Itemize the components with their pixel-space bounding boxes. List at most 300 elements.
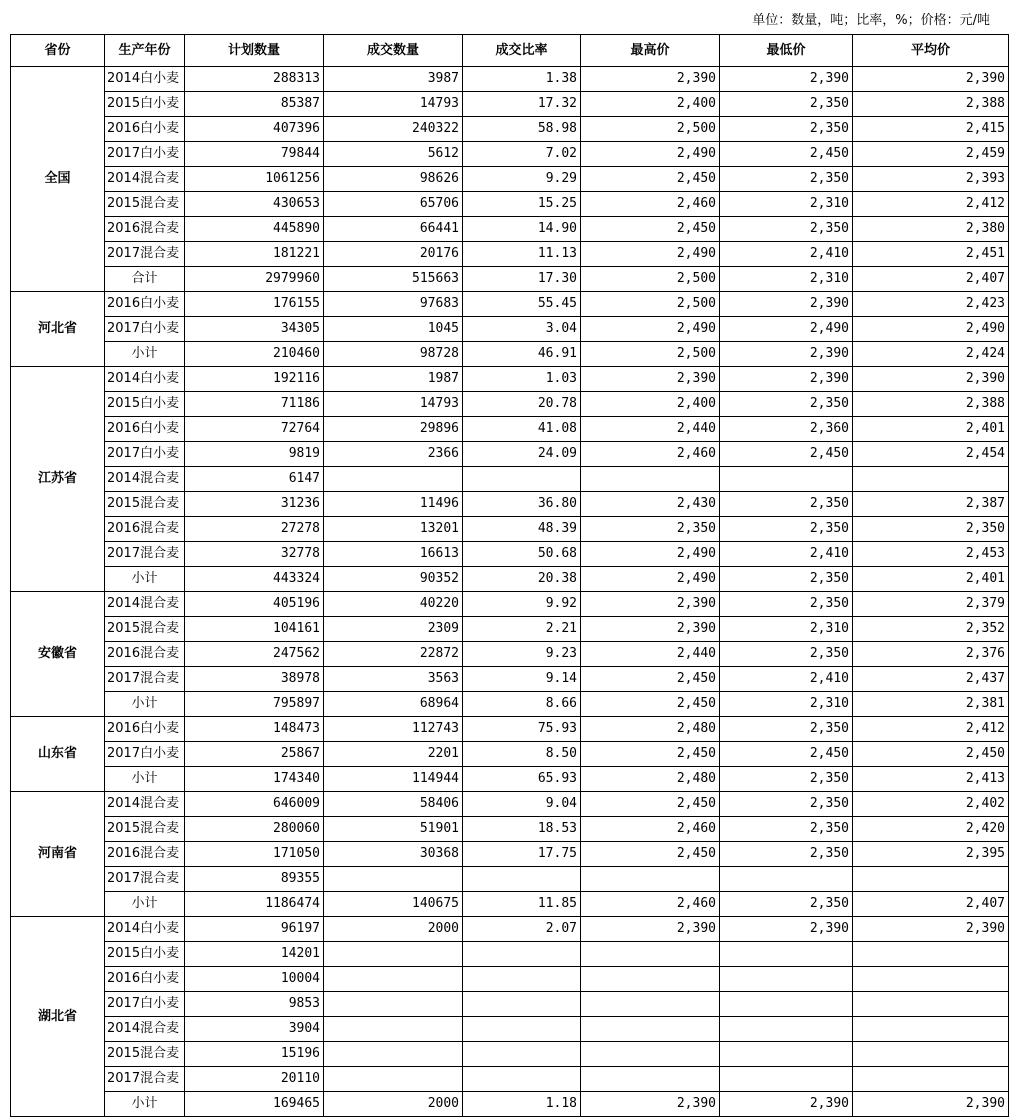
year-cell: 2014混合麦 — [105, 167, 185, 192]
min-price-cell: 2,450 — [720, 442, 853, 467]
plan-cell: 407396 — [185, 117, 324, 142]
plan-cell: 210460 — [185, 342, 324, 367]
deal-cell: 16613 — [324, 542, 463, 567]
table-row — [11, 792, 1009, 817]
ratio-cell: 18.53 — [463, 817, 581, 842]
deal-cell: 3987 — [324, 67, 463, 92]
plan-cell: 181221 — [185, 242, 324, 267]
year-cell: 2017白小麦 — [105, 442, 185, 467]
avg-price-cell: 2,352 — [853, 617, 1009, 642]
plan-cell: 288313 — [185, 67, 324, 92]
subtotal-row — [11, 1092, 1009, 1117]
min-price-cell: 2,350 — [720, 567, 853, 592]
table-row — [11, 217, 1009, 242]
year-cell: 2017白小麦 — [105, 992, 185, 1017]
ratio-cell: 1.03 — [463, 367, 581, 392]
year-cell: 2017混合麦 — [105, 867, 185, 892]
table-row — [11, 192, 1009, 217]
deal-cell: 5612 — [324, 142, 463, 167]
subtotal-row — [11, 567, 1009, 592]
table-body — [11, 67, 1009, 1117]
deal-cell — [324, 1067, 463, 1092]
subtotal-label: 小计 — [105, 567, 185, 592]
min-price-cell — [720, 1067, 853, 1092]
ratio-cell: 11.85 — [463, 892, 581, 917]
avg-price-cell: 2,407 — [853, 267, 1009, 292]
max-price-cell: 2,450 — [581, 167, 720, 192]
avg-price-cell — [853, 1067, 1009, 1092]
year-cell: 2017混合麦 — [105, 242, 185, 267]
year-cell: 2017白小麦 — [105, 142, 185, 167]
table-row — [11, 242, 1009, 267]
avg-price-cell: 2,379 — [853, 592, 1009, 617]
wheat-auction-table — [10, 34, 1009, 1117]
max-price-cell: 2,450 — [581, 742, 720, 767]
header-avg: 平均价 — [853, 35, 1009, 67]
min-price-cell — [720, 942, 853, 967]
avg-price-cell — [853, 1017, 1009, 1042]
max-price-cell — [581, 1067, 720, 1092]
ratio-cell: 17.75 — [463, 842, 581, 867]
ratio-cell: 11.13 — [463, 242, 581, 267]
plan-cell: 72764 — [185, 417, 324, 442]
max-price-cell: 2,490 — [581, 317, 720, 342]
deal-cell — [324, 867, 463, 892]
plan-cell: 32778 — [185, 542, 324, 567]
plan-cell: 71186 — [185, 392, 324, 417]
deal-cell — [324, 1042, 463, 1067]
max-price-cell: 2,430 — [581, 492, 720, 517]
max-price-cell: 2,390 — [581, 617, 720, 642]
ratio-cell — [463, 1017, 581, 1042]
min-price-cell: 2,350 — [720, 792, 853, 817]
deal-cell: 97683 — [324, 292, 463, 317]
table-row — [11, 742, 1009, 767]
avg-price-cell: 2,424 — [853, 342, 1009, 367]
max-price-cell — [581, 867, 720, 892]
plan-cell: 3904 — [185, 1017, 324, 1042]
avg-price-cell: 2,390 — [853, 917, 1009, 942]
min-price-cell: 2,410 — [720, 542, 853, 567]
max-price-cell — [581, 467, 720, 492]
province-cell: 湖北省 — [11, 917, 105, 1117]
year-cell: 2016混合麦 — [105, 217, 185, 242]
min-price-cell: 2,310 — [720, 267, 853, 292]
plan-cell: 192116 — [185, 367, 324, 392]
avg-price-cell — [853, 992, 1009, 1017]
avg-price-cell: 2,490 — [853, 317, 1009, 342]
deal-cell: 29896 — [324, 417, 463, 442]
max-price-cell — [581, 1042, 720, 1067]
min-price-cell — [720, 867, 853, 892]
plan-cell: 15196 — [185, 1042, 324, 1067]
year-cell: 2015白小麦 — [105, 392, 185, 417]
min-price-cell: 2,390 — [720, 342, 853, 367]
plan-cell: 34305 — [185, 317, 324, 342]
subtotal-label: 小计 — [105, 892, 185, 917]
max-price-cell: 2,450 — [581, 792, 720, 817]
plan-cell: 14201 — [185, 942, 324, 967]
plan-cell: 169465 — [185, 1092, 324, 1117]
plan-cell: 38978 — [185, 667, 324, 692]
plan-cell: 445890 — [185, 217, 324, 242]
avg-price-cell: 2,390 — [853, 1092, 1009, 1117]
deal-cell: 112743 — [324, 717, 463, 742]
plan-cell: 104161 — [185, 617, 324, 642]
ratio-cell: 75.93 — [463, 717, 581, 742]
deal-cell: 1987 — [324, 367, 463, 392]
max-price-cell: 2,400 — [581, 92, 720, 117]
max-price-cell: 2,480 — [581, 767, 720, 792]
max-price-cell: 2,390 — [581, 367, 720, 392]
ratio-cell: 20.38 — [463, 567, 581, 592]
subtotal-row — [11, 342, 1009, 367]
plan-cell: 280060 — [185, 817, 324, 842]
year-cell: 2015混合麦 — [105, 1042, 185, 1067]
plan-cell: 96197 — [185, 917, 324, 942]
header-year: 生产年份 — [105, 35, 185, 67]
avg-price-cell: 2,413 — [853, 767, 1009, 792]
min-price-cell: 2,350 — [720, 92, 853, 117]
ratio-cell: 55.45 — [463, 292, 581, 317]
max-price-cell: 2,490 — [581, 542, 720, 567]
deal-cell: 2366 — [324, 442, 463, 467]
year-cell: 2016白小麦 — [105, 292, 185, 317]
plan-cell: 171050 — [185, 842, 324, 867]
deal-cell — [324, 467, 463, 492]
deal-cell: 90352 — [324, 567, 463, 592]
year-cell: 2014混合麦 — [105, 792, 185, 817]
table-row — [11, 642, 1009, 667]
avg-price-cell — [853, 967, 1009, 992]
deal-cell — [324, 992, 463, 1017]
min-price-cell: 2,350 — [720, 717, 853, 742]
year-cell: 2014白小麦 — [105, 917, 185, 942]
max-price-cell: 2,390 — [581, 1092, 720, 1117]
subtotal-row — [11, 767, 1009, 792]
max-price-cell: 2,350 — [581, 517, 720, 542]
table-row — [11, 542, 1009, 567]
deal-cell: 114944 — [324, 767, 463, 792]
ratio-cell — [463, 1067, 581, 1092]
ratio-cell: 15.25 — [463, 192, 581, 217]
min-price-cell: 2,360 — [720, 417, 853, 442]
plan-cell: 6147 — [185, 467, 324, 492]
min-price-cell: 2,390 — [720, 67, 853, 92]
avg-price-cell: 2,420 — [853, 817, 1009, 842]
max-price-cell: 2,450 — [581, 667, 720, 692]
ratio-cell: 3.04 — [463, 317, 581, 342]
min-price-cell: 2,350 — [720, 517, 853, 542]
avg-price-cell: 2,380 — [853, 217, 1009, 242]
ratio-cell: 41.08 — [463, 417, 581, 442]
year-cell: 2016白小麦 — [105, 417, 185, 442]
province-cell: 河南省 — [11, 792, 105, 917]
table-row — [11, 292, 1009, 317]
max-price-cell: 2,490 — [581, 142, 720, 167]
deal-cell — [324, 942, 463, 967]
plan-cell: 176155 — [185, 292, 324, 317]
min-price-cell: 2,390 — [720, 292, 853, 317]
table-row — [11, 842, 1009, 867]
header-deal: 成交数量 — [324, 35, 463, 67]
plan-cell: 31236 — [185, 492, 324, 517]
ratio-cell: 14.90 — [463, 217, 581, 242]
ratio-cell: 9.29 — [463, 167, 581, 192]
ratio-cell: 7.02 — [463, 142, 581, 167]
avg-price-cell: 2,437 — [853, 667, 1009, 692]
min-price-cell: 2,350 — [720, 167, 853, 192]
year-cell: 2015白小麦 — [105, 942, 185, 967]
avg-price-cell: 2,395 — [853, 842, 1009, 867]
deal-cell: 2201 — [324, 742, 463, 767]
min-price-cell: 2,310 — [720, 692, 853, 717]
max-price-cell: 2,390 — [581, 67, 720, 92]
ratio-cell: 9.23 — [463, 642, 581, 667]
min-price-cell: 2,390 — [720, 917, 853, 942]
avg-price-cell: 2,376 — [853, 642, 1009, 667]
avg-price-cell: 2,451 — [853, 242, 1009, 267]
year-cell: 2017白小麦 — [105, 742, 185, 767]
deal-cell: 3563 — [324, 667, 463, 692]
min-price-cell: 2,350 — [720, 592, 853, 617]
subtotal-row — [11, 892, 1009, 917]
table-row — [11, 67, 1009, 92]
table-row — [11, 617, 1009, 642]
avg-price-cell: 2,459 — [853, 142, 1009, 167]
min-price-cell: 2,350 — [720, 642, 853, 667]
ratio-cell: 48.39 — [463, 517, 581, 542]
deal-cell: 14793 — [324, 92, 463, 117]
ratio-cell: 20.78 — [463, 392, 581, 417]
deal-cell: 2309 — [324, 617, 463, 642]
ratio-cell — [463, 867, 581, 892]
avg-price-cell: 2,412 — [853, 717, 1009, 742]
ratio-cell: 36.80 — [463, 492, 581, 517]
plan-cell: 443324 — [185, 567, 324, 592]
ratio-cell: 9.14 — [463, 667, 581, 692]
table-row — [11, 117, 1009, 142]
table-row — [11, 442, 1009, 467]
header-max: 最高价 — [581, 35, 720, 67]
header-province: 省份 — [11, 35, 105, 67]
avg-price-cell: 2,454 — [853, 442, 1009, 467]
plan-cell: 1061256 — [185, 167, 324, 192]
max-price-cell: 2,450 — [581, 217, 720, 242]
table-row — [11, 417, 1009, 442]
deal-cell — [324, 967, 463, 992]
ratio-cell: 9.92 — [463, 592, 581, 617]
year-cell: 2015混合麦 — [105, 192, 185, 217]
year-cell: 2015白小麦 — [105, 92, 185, 117]
ratio-cell: 2.21 — [463, 617, 581, 642]
deal-cell: 51901 — [324, 817, 463, 842]
plan-cell: 148473 — [185, 717, 324, 742]
avg-price-cell: 2,407 — [853, 892, 1009, 917]
province-cell: 安徽省 — [11, 592, 105, 717]
min-price-cell: 2,410 — [720, 667, 853, 692]
max-price-cell: 2,390 — [581, 592, 720, 617]
year-cell: 2014白小麦 — [105, 367, 185, 392]
ratio-cell: 9.04 — [463, 792, 581, 817]
table-row — [11, 967, 1009, 992]
ratio-cell: 17.30 — [463, 267, 581, 292]
min-price-cell: 2,350 — [720, 217, 853, 242]
subtotal-row — [11, 267, 1009, 292]
table-row — [11, 167, 1009, 192]
deal-cell: 515663 — [324, 267, 463, 292]
table-row — [11, 1042, 1009, 1067]
avg-price-cell: 2,415 — [853, 117, 1009, 142]
deal-cell: 65706 — [324, 192, 463, 217]
year-cell: 2015混合麦 — [105, 492, 185, 517]
table-row — [11, 917, 1009, 942]
min-price-cell: 2,410 — [720, 242, 853, 267]
subtotal-label: 小计 — [105, 692, 185, 717]
subtotal-label: 小计 — [105, 342, 185, 367]
header-row — [11, 35, 1009, 67]
subtotal-label: 小计 — [105, 767, 185, 792]
max-price-cell: 2,460 — [581, 192, 720, 217]
min-price-cell: 2,310 — [720, 192, 853, 217]
table-row — [11, 467, 1009, 492]
min-price-cell: 2,350 — [720, 817, 853, 842]
max-price-cell: 2,500 — [581, 117, 720, 142]
plan-cell: 27278 — [185, 517, 324, 542]
min-price-cell: 2,350 — [720, 117, 853, 142]
deal-cell: 13201 — [324, 517, 463, 542]
max-price-cell: 2,450 — [581, 692, 720, 717]
avg-price-cell: 2,401 — [853, 567, 1009, 592]
deal-cell: 58406 — [324, 792, 463, 817]
max-price-cell — [581, 967, 720, 992]
ratio-cell: 24.09 — [463, 442, 581, 467]
table-row — [11, 817, 1009, 842]
max-price-cell: 2,500 — [581, 342, 720, 367]
ratio-cell: 65.93 — [463, 767, 581, 792]
deal-cell: 11496 — [324, 492, 463, 517]
deal-cell: 240322 — [324, 117, 463, 142]
avg-price-cell: 2,350 — [853, 517, 1009, 542]
avg-price-cell — [853, 867, 1009, 892]
year-cell: 2016混合麦 — [105, 842, 185, 867]
plan-cell: 10004 — [185, 967, 324, 992]
table-row — [11, 1067, 1009, 1092]
avg-price-cell — [853, 1042, 1009, 1067]
avg-price-cell: 2,401 — [853, 417, 1009, 442]
year-cell: 2015混合麦 — [105, 617, 185, 642]
year-cell: 2016白小麦 — [105, 717, 185, 742]
min-price-cell — [720, 967, 853, 992]
year-cell: 2017混合麦 — [105, 1067, 185, 1092]
deal-cell: 98728 — [324, 342, 463, 367]
ratio-cell: 46.91 — [463, 342, 581, 367]
plan-cell: 9819 — [185, 442, 324, 467]
avg-price-cell: 2,393 — [853, 167, 1009, 192]
avg-price-cell: 2,390 — [853, 67, 1009, 92]
ratio-cell: 1.38 — [463, 67, 581, 92]
min-price-cell: 2,350 — [720, 767, 853, 792]
table-row — [11, 92, 1009, 117]
province-cell: 河北省 — [11, 292, 105, 367]
avg-price-cell: 2,423 — [853, 292, 1009, 317]
deal-cell: 66441 — [324, 217, 463, 242]
deal-cell: 30368 — [324, 842, 463, 867]
avg-price-cell: 2,402 — [853, 792, 1009, 817]
subtotal-label: 小计 — [105, 1092, 185, 1117]
max-price-cell: 2,490 — [581, 567, 720, 592]
deal-cell: 1045 — [324, 317, 463, 342]
min-price-cell: 2,350 — [720, 842, 853, 867]
max-price-cell: 2,460 — [581, 442, 720, 467]
deal-cell: 22872 — [324, 642, 463, 667]
min-price-cell: 2,390 — [720, 367, 853, 392]
header-ratio: 成交比率 — [463, 35, 581, 67]
year-cell: 2015混合麦 — [105, 817, 185, 842]
min-price-cell: 2,350 — [720, 392, 853, 417]
deal-cell: 14793 — [324, 392, 463, 417]
min-price-cell: 2,310 — [720, 617, 853, 642]
plan-cell: 20110 — [185, 1067, 324, 1092]
table-row — [11, 942, 1009, 967]
province-cell: 山东省 — [11, 717, 105, 792]
deal-cell: 68964 — [324, 692, 463, 717]
ratio-cell: 8.50 — [463, 742, 581, 767]
ratio-cell: 8.66 — [463, 692, 581, 717]
table-row — [11, 717, 1009, 742]
table-row — [11, 1017, 1009, 1042]
plan-cell: 2979960 — [185, 267, 324, 292]
deal-cell: 140675 — [324, 892, 463, 917]
avg-price-cell: 2,412 — [853, 192, 1009, 217]
year-cell: 2014白小麦 — [105, 67, 185, 92]
max-price-cell: 2,390 — [581, 917, 720, 942]
avg-price-cell: 2,450 — [853, 742, 1009, 767]
table-row — [11, 392, 1009, 417]
table-row — [11, 317, 1009, 342]
deal-cell: 20176 — [324, 242, 463, 267]
avg-price-cell: 2,388 — [853, 392, 1009, 417]
max-price-cell: 2,450 — [581, 842, 720, 867]
table-row — [11, 667, 1009, 692]
table-row — [11, 142, 1009, 167]
avg-price-cell: 2,387 — [853, 492, 1009, 517]
year-cell: 2016白小麦 — [105, 967, 185, 992]
max-price-cell: 2,460 — [581, 817, 720, 842]
province-cell: 全国 — [11, 67, 105, 292]
min-price-cell — [720, 1042, 853, 1067]
subtotal-label: 合计 — [105, 267, 185, 292]
ratio-cell — [463, 992, 581, 1017]
plan-cell: 646009 — [185, 792, 324, 817]
plan-cell: 85387 — [185, 92, 324, 117]
plan-cell: 174340 — [185, 767, 324, 792]
year-cell: 2016白小麦 — [105, 117, 185, 142]
max-price-cell: 2,500 — [581, 267, 720, 292]
unit-note: 单位：数量，吨；比率，%；价格：元/吨 — [752, 13, 990, 28]
subtotal-row — [11, 692, 1009, 717]
max-price-cell: 2,460 — [581, 892, 720, 917]
table-row — [11, 592, 1009, 617]
plan-cell: 89355 — [185, 867, 324, 892]
table-row — [11, 867, 1009, 892]
ratio-cell: 2.07 — [463, 917, 581, 942]
avg-price-cell: 2,388 — [853, 92, 1009, 117]
max-price-cell: 2,500 — [581, 292, 720, 317]
max-price-cell: 2,440 — [581, 642, 720, 667]
plan-cell: 795897 — [185, 692, 324, 717]
avg-price-cell — [853, 467, 1009, 492]
